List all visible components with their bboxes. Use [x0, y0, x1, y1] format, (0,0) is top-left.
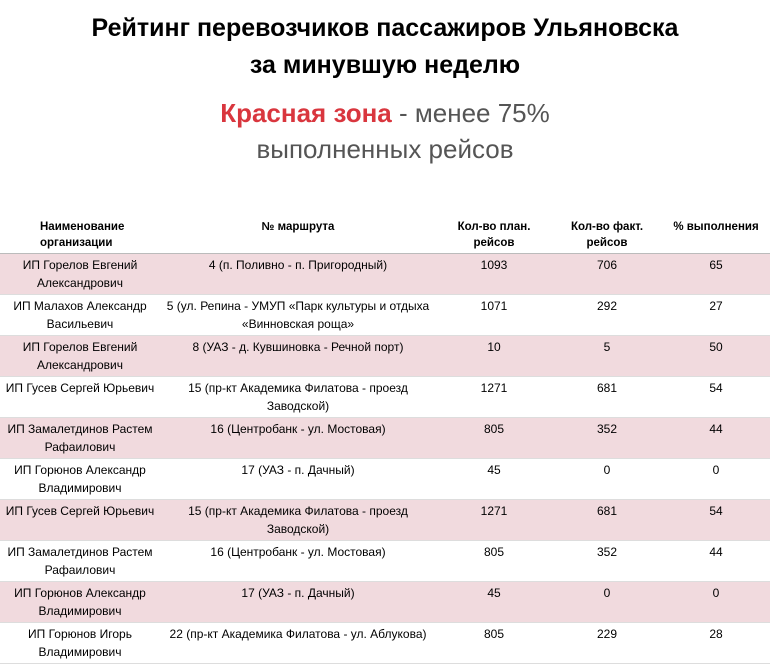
route-cell: 8 (УАЗ - д. Кувшиновка - Речной порт) [160, 336, 436, 377]
title-line-2: за минувшую неделю [249, 51, 521, 79]
completion-percent-cell: 0 [662, 582, 770, 623]
table-row [0, 582, 770, 623]
column-header-organization: Наименование организации [0, 216, 160, 254]
organization-cell: ИП Горюнов Игорь Владимирович [0, 623, 160, 664]
completion-percent-cell: 0 [662, 459, 770, 500]
completion-percent-cell: 44 [662, 541, 770, 582]
planned-trips-cell: 10 [436, 336, 552, 377]
route-cell: 15 (пр-кт Академика Филатова - проезд Заводской) [160, 500, 436, 541]
actual-trips-cell: 352 [552, 541, 662, 582]
table-row [0, 254, 770, 295]
table-row [0, 295, 770, 336]
table-row [0, 418, 770, 459]
actual-trips-cell: 292 [552, 295, 662, 336]
table-row [0, 336, 770, 377]
planned-trips-cell: 1071 [436, 295, 552, 336]
zone-line-1 [0, 95, 770, 131]
organization-cell: ИП Горюнов Александр Владимирович [0, 582, 160, 623]
actual-trips-cell: 681 [552, 500, 662, 541]
column-header-percent: % выполнения [662, 216, 770, 254]
organization-cell: ИП Малахов Александр Васильевич [0, 295, 160, 336]
planned-trips-cell: 45 [436, 459, 552, 500]
zone-label: Красная зона [220, 98, 392, 128]
table-header-row [0, 216, 770, 254]
planned-trips-cell: 1093 [436, 254, 552, 295]
planned-trips-cell: 805 [436, 418, 552, 459]
zone-threshold: - менее 75% [391, 98, 550, 128]
actual-trips-cell: 352 [552, 418, 662, 459]
route-cell: 15 (пр-кт Академика Филатова - проезд Заводской) [160, 377, 436, 418]
organization-cell: ИП Гусев Сергей Юрьевич [0, 500, 160, 541]
column-header-actual: Кол-во факт. рейсов [552, 216, 662, 254]
organization-cell: ИП Горелов Евгений Александрович [0, 254, 160, 295]
zone-line-2: выполненных рейсов [256, 134, 514, 164]
column-header-planned: Кол-во план. рейсов [436, 216, 552, 254]
table-row [0, 459, 770, 500]
completion-percent-cell: 27 [662, 295, 770, 336]
planned-trips-cell: 805 [436, 623, 552, 664]
table-row [0, 377, 770, 418]
route-cell: 16 (Центробанк - ул. Мостовая) [160, 541, 436, 582]
completion-percent-cell: 50 [662, 336, 770, 377]
actual-trips-cell: 706 [552, 254, 662, 295]
table-row [0, 500, 770, 541]
actual-trips-cell: 681 [552, 377, 662, 418]
page-title [0, 10, 770, 84]
planned-trips-cell: 45 [436, 582, 552, 623]
organization-cell: ИП Горюнов Александр Владимирович [0, 459, 160, 500]
actual-trips-cell: 0 [552, 459, 662, 500]
completion-percent-cell: 44 [662, 418, 770, 459]
actual-trips-cell: 229 [552, 623, 662, 664]
organization-cell: ИП Гусев Сергей Юрьевич [0, 377, 160, 418]
organization-cell: ИП Горелов Евгений Александрович [0, 336, 160, 377]
route-cell: 4 (п. Поливно - п. Пригородный) [160, 254, 436, 295]
table-row [0, 623, 770, 664]
completion-percent-cell: 65 [662, 254, 770, 295]
organization-cell: ИП Замалетдинов Растем Рафаилович [0, 541, 160, 582]
planned-trips-cell: 1271 [436, 500, 552, 541]
planned-trips-cell: 1271 [436, 377, 552, 418]
zone-subtitle [0, 95, 770, 167]
completion-percent-cell: 28 [662, 623, 770, 664]
route-cell: 17 (УАЗ - п. Дачный) [160, 459, 436, 500]
route-cell: 17 (УАЗ - п. Дачный) [160, 582, 436, 623]
planned-trips-cell: 805 [436, 541, 552, 582]
route-cell: 5 (ул. Репина - УМУП «Парк культуры и отдыха «Винновская роща» [160, 295, 436, 336]
table-body [0, 254, 770, 664]
route-cell: 16 (Центробанк - ул. Мостовая) [160, 418, 436, 459]
route-cell: 22 (пр-кт Академика Филатова - ул. Аблукова) [160, 623, 436, 664]
title-line-1: Рейтинг перевозчиков пассажиров Ульяновска [91, 14, 679, 42]
completion-percent-cell: 54 [662, 500, 770, 541]
carrier-rating-table [0, 216, 770, 664]
actual-trips-cell: 0 [552, 582, 662, 623]
actual-trips-cell: 5 [552, 336, 662, 377]
column-header-route: № маршрута [160, 216, 436, 254]
completion-percent-cell: 54 [662, 377, 770, 418]
table-row [0, 541, 770, 582]
organization-cell: ИП Замалетдинов Растем Рафаилович [0, 418, 160, 459]
